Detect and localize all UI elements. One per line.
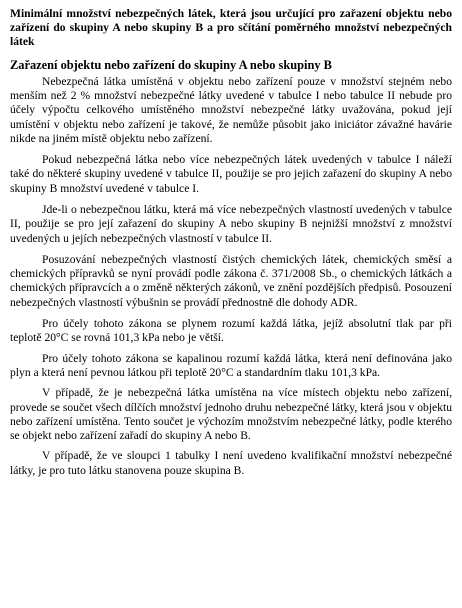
paragraph-3: Jde-li o nebezpečnou látku, která má více nebezpečných vlastností uvedených v tabulce II, použije se pro její zařazení do skupiny A nebo skupiny B nejnižší množství z množství uvedených u jejích nebezpečných vlastností v tabulce II. xyxy=(10,202,452,245)
paragraph-6: Pro účely tohoto zákona se kapalinou rozumí každá látka, která není definována jako plyn a která není pevnou látkou při teplotě 20°C a standardním tlaku 101,3 kPa. xyxy=(10,351,452,379)
document-title: Minimální množství nebezpečných látek, která jsou určující pro zařazení objektu nebo zařízení do skupiny A nebo skupiny B a pro sčítání poměrného množství nebezpečných látek xyxy=(10,7,452,49)
paragraph-5: Pro účely tohoto zákona se plynem rozumí každá látka, jejíž absolutní tlak par při teplotě 20°C se rovná 101,3 kPa nebo je větší. xyxy=(10,317,452,345)
paragraph-1: Nebezpečná látka umístěná v objektu nebo zařízení pouze v množství stejném nebo menším než 2 % množství nebezpečné látky uvedené v tabulce I nebo tabulce II nebude pro účely výpočtu celkového umístěného množství nebezpečné látky uvažována, pokud její umístění v objektu nebo zařízení je takové, že nemůže působit jako iniciátor závažné havárie nikde na jiném místě objektu nebo zařízení. xyxy=(10,74,452,145)
paragraph-4: Posuzování nebezpečných vlastností čistých chemických látek, chemických směsí a chemických přípravků se nyní provádí podle zákona č. 371/2008 Sb., o chemických látkách a chemických přípravcích a o změně některých zákonů, ve znění pozdějších předpisů. Posouzení nebezpečných vlastností výbušnin se provádí přednostně dle dohody ADR. xyxy=(10,252,452,309)
section-heading: Zařazení objektu nebo zařízení do skupiny A nebo skupiny B xyxy=(10,57,332,72)
paragraph-2: Pokud nebezpečná látka nebo více nebezpečných látek uvedených v tabulce I náleží také do některé skupiny uvedené v tabulce II, použije se pro jejich zařazení do skupiny A nebo skupiny B množství uvedené v tabulce I. xyxy=(10,153,452,195)
paragraph-8: V případě, že ve sloupci 1 tabulky I není uvedeno kvalifikační množství nebezpečné látky, je pro tuto látku stanovena pouze skupina B. xyxy=(10,449,452,477)
paragraph-7: V případě, že je nebezpečná látka umístěna na více místech objektu nebo zařízení, provede se součet všech dílčích množství jednoho druhu nebezpečné látky, která jsou v objektu nebo zařízení umístěna. Tento součet je výchozím množstvím nebezpečné látky, podle kterého se objekt nebo zařízení zařadí do skupiny A nebo B. xyxy=(10,386,452,443)
